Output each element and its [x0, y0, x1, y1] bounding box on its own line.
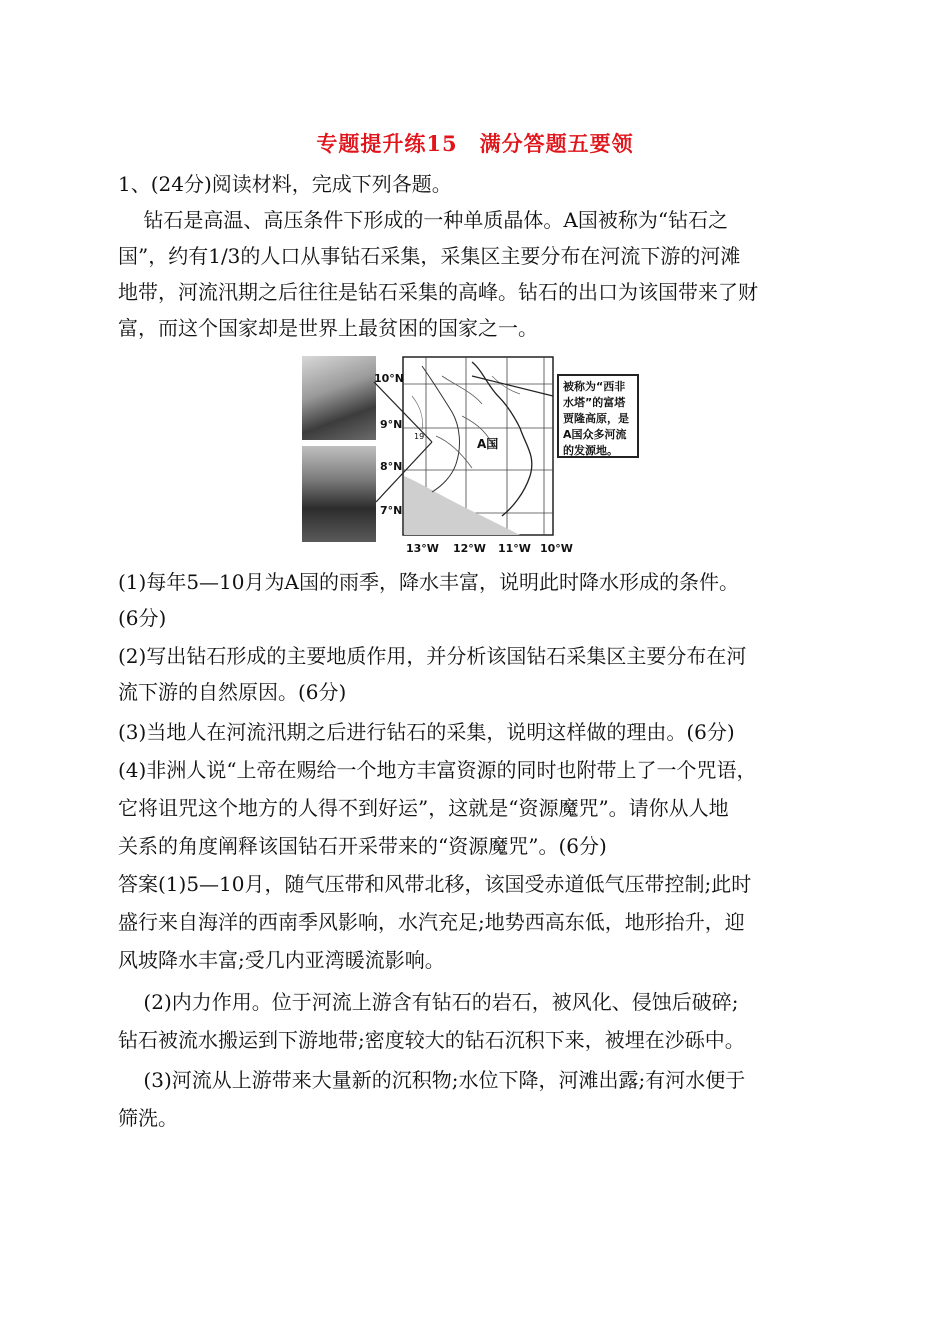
question-heading: 1、(24分)阅读材料，完成下列各题。: [118, 172, 452, 196]
pointer-lines: [362, 372, 442, 522]
lon-label: 13°W: [406, 542, 439, 555]
map-small-label: 19: [414, 432, 425, 441]
page-title: 专题提升练15 满分答题五要领: [316, 131, 634, 156]
map-figure: [302, 352, 648, 562]
plateau-callout: 被称为“西非水塔”的富塔贾隆高原，是A国众多河流的发源地。: [557, 374, 639, 458]
lon-label: 11°W: [498, 542, 531, 555]
lat-label: 10°N: [374, 372, 405, 385]
question-line: (2)写出钻石形成的主要地质作用，并分析该国钻石采集区主要分布在河: [118, 644, 747, 668]
question-line: 关系的角度阐释该国钻石开采带来的“资源魔咒”。(6分): [118, 834, 607, 858]
question-line: 它将诅咒这个地方的人得不到好运”，这就是“资源魔咒”。请你从人地: [118, 796, 729, 820]
question-line: (3)当地人在河流汛期之后进行钻石的采集，说明这样做的理由。(6分): [118, 720, 735, 744]
lat-label: 7°N: [380, 504, 403, 517]
answer-line: 风坡降水丰富;受几内亚湾暖流影响。: [118, 948, 445, 972]
answer-line: 筛洗。: [118, 1106, 178, 1130]
question-line: (4)非洲人说“上帝在赐给一个地方丰富资源的同时也附带上了一个咒语，: [118, 758, 757, 782]
answer-line: 答案(1)5—10月，随气压带和风带北移，该国受赤道低气压带控制;此时: [118, 872, 752, 896]
answer-line: (2)内力作用。位于河流上游含有钻石的岩石，被风化、侵蚀后破碎;: [118, 990, 739, 1014]
lon-label: 12°W: [453, 542, 486, 555]
question-line: (1)每年5—10月为A国的雨季，降水丰富，说明此时降水形成的条件。: [118, 570, 739, 594]
question-line: (6分): [118, 606, 167, 630]
lat-label: 8°N: [380, 460, 403, 473]
material-line: 富，而这个国家却是世界上最贫困的国家之一。: [118, 316, 538, 340]
material-line: 国”，约有1/3的人口从事钻石采集，采集区主要分布在河流下游的河滩: [118, 244, 741, 268]
country-label: A国: [477, 437, 499, 451]
material-line: 地带，河流汛期之后往往是钻石采集的高峰。钻石的出口为该国带来了财: [118, 280, 758, 304]
lat-label: 9°N: [380, 418, 403, 431]
answer-line: (3)河流从上游带来大量新的沉积物;水位下降，河滩出露;有河水便于: [118, 1068, 746, 1092]
material-line: 钻石是高温、高压条件下形成的一种单质晶体。A国被称为“钻石之: [118, 208, 729, 232]
lon-label: 10°W: [540, 542, 573, 555]
answer-line: 钻石被流水搬运到下游地带;密度较大的钻石沉积下来，被埋在沙砾中。: [118, 1028, 745, 1052]
question-line: 流下游的自然原因。(6分): [118, 680, 347, 704]
answer-line: 盛行来自海洋的西南季风影响，水汽充足;地势西高东低，地形抬升，迎: [118, 910, 745, 934]
